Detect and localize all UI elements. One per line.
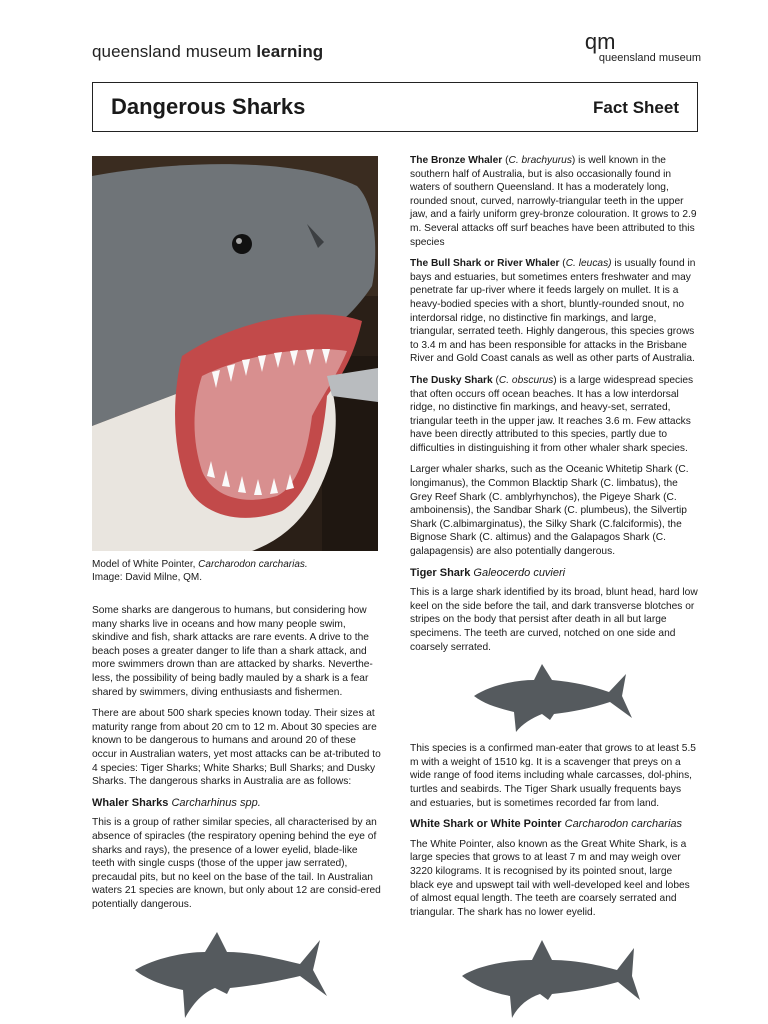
logo-mark: qm [584,29,616,54]
bronze-whaler-sci: C. brachyurus [508,155,572,166]
caption-line-1 [92,558,382,571]
whaler-heading [92,797,382,811]
title-box [92,82,698,132]
bronze-whaler-text: is well known in the southern half of Australia, but is also occasionally found in waters of southern Queensland. It has a moderately long, rounded snout, curved, narrowly-triangular teeth in the upper jaw, and a fairly uniform grey-bronze colouration. It grows to 2.9 m. Several attacks off surf beaches have been attributed to this species [410,155,697,248]
bronze-whaler-name: The Bronze Whaler [410,155,503,166]
white-heading-name: White Shark or White Pointer [410,818,565,831]
whaler-shark-silhouette [135,930,330,1018]
left-column [92,604,382,919]
bull-shark-paragraph: The Bull Shark or River Whaler (C. leucas) is usually found in bays and estuaries, but sometimes enters freshwater and may penetrate far up-river where it feeds largely on mullet. It is a heavy-bodied species with a short, bluntly-rounded snout, no interdorsal ridge, no distinctive fin markings, and large, triangular, serrated teeth. Highly dangerous, this species grows to 3.4 m and has been responsible for attacks in the Brisbane River and Gold Coast canals as well as other parts of Australia. [410,258,696,365]
whaler-heading-sci: Carcharhinus spp. [171,796,261,809]
larger-whalers-paragraph: Larger whaler sharks, such as the Oceanic Whitetip Shark (C. longimanus), the Common Blacktip Shark (C. limbatus), the Grey Reef Shark (C. amblyrhynchos), the Pigeye Shark (C. amboinensis), the Sandbar Shark (C. plumbeus), the Silvertip Shark (C.albimarginatus), the Silky Shark (C.falciformis), the Bignose Shark (C. altimus) and the Galapagos Shark (C. galapagensis) are also potentially dangerous. [410,464,689,558]
white-shark-heading [410,818,698,832]
white-shark-silhouette [462,938,642,1018]
caption-prefix: Model of White Pointer, [92,559,199,570]
museum-logo [584,29,701,64]
tiger-heading-sci: Galeocerdo cuvieri [473,566,566,579]
photo-caption [92,558,382,584]
bull-shark-name: The Bull Shark or River Whaler [410,258,560,270]
fact-sheet-label: Fact Sheet [593,98,679,117]
whaler-paragraph: This is a group of rather similar species, all characterised by an absence of spiracles (the respiratory opening behind the eye of sharks and rays), the presence of a lower eyelid, blade-like teeth with single cusps (those of the upper jaw serrated), precaudal pits, but no keel on the base of the tail. In Australian waters 21 species are known, but only about 12 are consid-ered potentially dangerous. [92,817,381,910]
dusky-shark-text: is a large widespread species that often occurs off ocean beaches. It has a low interdorsal ridge, no distinctive fin markings, and heavy-set, serrated, triangular teeth in the upper jaw. It reaches 3.6 m. Few attacks have been directly attributed to this species, partly due to difficulties in distinguishing it from other whaler shark species. [410,374,694,454]
tiger-shark-paragraph-1: This is a large shark identified by its broad, blunt head, hard low keel on the side before the tail, and dark transverse blotches or stripes on the body that persist after death in all but large specimens. The teeth are curved, notched on one side and coarsely serrated. [410,587,698,653]
tiger-shark-silhouette [474,662,634,732]
bull-shark-sci: C. leucas) [565,258,612,270]
caption-line-2: Image: David Milne, QM. [92,572,203,583]
tiger-shark-paragraph-2: This species is a confirmed man-eater that grows to at least 5.5 m with a weight of 1510 kg. It is a scavenger that preys on a wide range of food items including whale carcasses, dol-phins, turtles and seabirds. The Tiger Shark usually frequents bays and estuaries, but is sometimes recorded far from land. [410,743,696,809]
dusky-shark-sci: C. obscurus [498,374,554,386]
intro-paragraph-1: Some sharks are dangerous to humans, but considering how many sharks live in oceans and how many people swim, skindive and fish, shark attacks are rare events. A drive to the beach poses a greater danger to life than a shark attack, and more swimmers drown than are attacked by sharks. Neverthe-less, the possibility of being badly mauled by a shark is a fear shared by swimmers, diving enthusiasts and fishermen. [92,605,373,698]
white-pointer-photo [92,156,378,551]
whaler-heading-name: Whaler Sharks [92,796,172,809]
dusky-shark-paragraph: The Dusky Shark (C. obscurus) is a large widespread species that often occurs off ocean beaches. It has a low interdorsal ridge, no distinctive fin markings, and heavy-set, serrated, triangular teeth in the upper jaw. It reaches 3.6 m. Few attacks have been directly attributed to this species, partly due to difficulties in distinguishing it from other whaler shark species. [410,374,694,454]
brand-header [92,42,323,62]
tiger-heading-name: Tiger Shark [410,566,474,579]
white-shark-paragraph: The White Pointer, also known as the Great White Shark, is a large species that grows to at least 7 m and may weigh over 3220 kilograms. It is recognised by its pointed snout, large black eye and upswept tail with well-developed keel and lobes of almost equal length. The teeth are coarsely serrated and triangular. The shark has no lower eyelid. [410,838,690,918]
logo-text: queensland museum [598,52,701,64]
bull-shark-text: is usually found in bays and estuaries, but sometimes enters freshwater and may penetrate far up-river where it feeds largely on mullet. It is a heavy-bodied species with a short, bluntly-rounded snout, no interdorsal ridge, no distinctive fin markings, and large, triangular, serrated teeth. Highly dangerous, this species grows to 3.4 m and has been responsible for attacks in the Brisbane River and Gold Coast canals as well as other parts of Australia. [410,258,696,365]
page-title: Dangerous Sharks [111,94,306,119]
white-heading-sci: Carcharodon carcharias [564,818,683,831]
tiger-shark-heading [410,567,698,581]
bronze-whaler-paragraph: The Bronze Whaler (C. brachyurus) is well known in the southern half of Australia, but is also occasionally found in waters of southern Queensland. It has a moderately long, rounded snout, curved, narrowly-triangular teeth in the upper jaw, and a fairly uniform grey-bronze colouration. It grows to 2.9 m. Several attacks off surf beaches have been attributed to this species [410,155,697,248]
intro-paragraph-2: There are about 500 shark species known today. Their sizes at maturity range from about 20 cm to 12 m. About 30 species are known to be dangerous to humans and around 20 of these occur in Australian waters, yet most attacks can be at-tributed to 4 species: Tiger Sharks; White Sharks; Bull Sharks; and Dusky Sharks. The dangerous sharks in Australia are as follows: [92,708,381,788]
caption-species: Carcharodon carcharias. [198,559,308,570]
brand-regular: queensland museum [92,42,257,61]
right-column [410,154,698,927]
brand-bold: learning [256,42,324,61]
dusky-shark-name: The Dusky Shark [410,374,493,386]
